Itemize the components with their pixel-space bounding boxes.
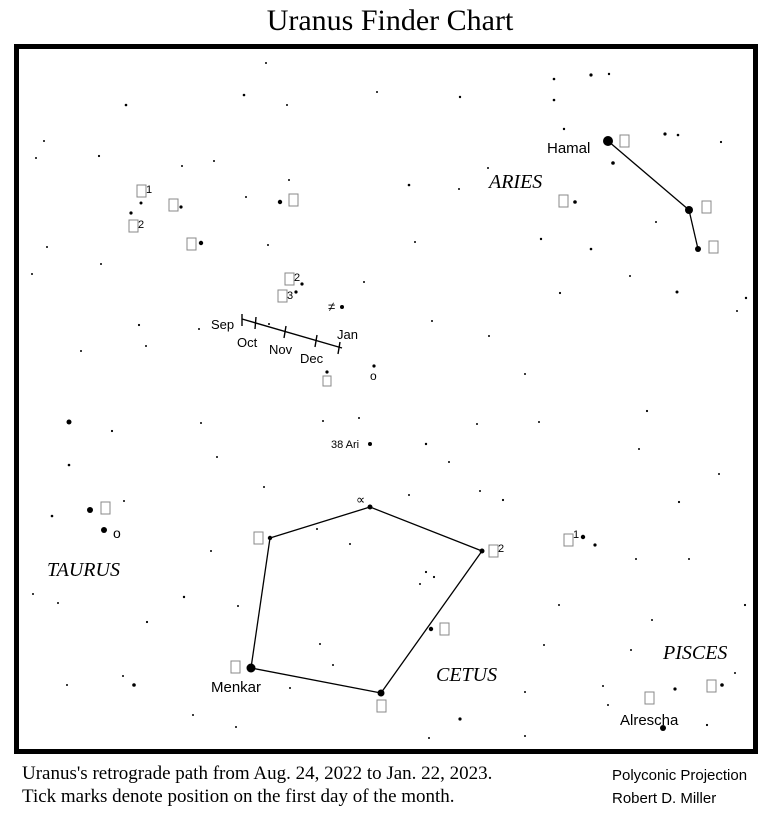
star-menkar	[247, 664, 256, 673]
constellation-lines	[251, 141, 698, 693]
glyph-box-4	[187, 238, 196, 250]
glyph-boxes	[101, 135, 718, 712]
label-sup-1a: 1	[146, 184, 153, 196]
star-taurus-1	[87, 507, 93, 513]
star-f9	[372, 364, 375, 367]
stars	[67, 136, 724, 731]
glyph-box-cetus-left	[254, 532, 263, 544]
label-alrescha: Alrescha	[620, 712, 679, 729]
label-cetus: CETUS	[436, 664, 498, 686]
glyph-box-hamal	[620, 135, 629, 147]
star-cetus-left	[268, 536, 272, 540]
glyph-box-mesarthim	[709, 241, 718, 253]
star-chart-frame	[14, 44, 758, 754]
glyph-box-3	[169, 199, 178, 211]
label-sup-3: 3	[287, 290, 294, 302]
label-sup-2a: 2	[138, 219, 145, 231]
cetus-line-4	[251, 668, 381, 693]
glyph-box-menkar	[231, 661, 240, 673]
label-dec: Dec	[300, 351, 324, 366]
star-alpha-cetus	[368, 505, 373, 510]
glyph-box-cetus-right	[489, 545, 498, 557]
tick-oct	[255, 317, 256, 329]
credit-author: Robert D. Miller	[612, 790, 717, 807]
label-nov: Nov	[269, 342, 293, 357]
label-oct: Oct	[237, 335, 258, 350]
star-f3	[179, 205, 182, 208]
glyph-box-6	[285, 273, 294, 285]
faint-stars	[31, 62, 747, 739]
star-f1	[199, 241, 203, 245]
star-f7	[294, 290, 297, 293]
caption	[22, 762, 492, 808]
star-f16	[132, 683, 136, 687]
label-sep: Sep	[211, 317, 235, 332]
star-f6	[300, 282, 303, 285]
star-chart	[19, 49, 753, 749]
chart-title: Uranus Finder Chart	[266, 4, 514, 37]
label-38-ari: 38 Ari	[331, 439, 360, 451]
glyph-box-psc-1	[564, 534, 573, 546]
glyph-box-sheratan	[702, 201, 711, 213]
cetus-line-1	[270, 507, 370, 538]
glyph-box-alrescha	[645, 692, 654, 704]
cetus-line-5	[251, 538, 270, 668]
aries-line-2	[689, 210, 698, 249]
star-f11	[611, 161, 615, 165]
label-jan: Jan	[337, 327, 358, 342]
label-aries: ARIES	[489, 171, 543, 193]
label-sup-1-pisces: 1	[573, 529, 580, 541]
star-cetus-mid	[429, 627, 433, 631]
glyph-box-cetus-mid	[440, 623, 449, 635]
credits	[612, 764, 747, 810]
glyph-box-taurus	[101, 502, 110, 514]
star-f13	[593, 543, 596, 546]
tick-dec	[315, 335, 317, 347]
label-omicron-tau: o	[113, 525, 121, 541]
glyph-box-psc-2	[707, 680, 716, 692]
label-pisces: PISCES	[663, 642, 728, 664]
glyph-box-f10	[559, 195, 568, 207]
star-cetus-right	[480, 549, 485, 554]
label-sup-2b: 2	[294, 272, 301, 284]
star-f8	[325, 370, 328, 373]
star-f2	[278, 200, 282, 204]
label-alpha-cetus: ∝	[356, 492, 366, 507]
label-taurus: TAURUS	[47, 559, 120, 581]
star-f4	[129, 211, 132, 214]
star-kappa	[340, 305, 344, 309]
caption-line-1: Uranus's retrograde path from Aug. 24, 2022 to Jan. 22, 2023.	[22, 763, 493, 784]
label-omicron-ari: o	[370, 369, 377, 383]
star-f5	[140, 202, 143, 205]
label-sup-2-cetus: 2	[498, 543, 505, 555]
tick-jan	[338, 342, 340, 354]
star-f15	[673, 687, 676, 690]
star-f12	[581, 535, 585, 539]
glyph-box-cetus-bottom	[377, 700, 386, 712]
glyph-box-2	[129, 220, 138, 232]
star-taurus-2	[101, 527, 107, 533]
label-kappa: ≠	[328, 299, 336, 314]
label-hamal: Hamal	[547, 140, 591, 157]
aries-line-1	[608, 141, 689, 210]
star-hamal	[603, 136, 613, 146]
glyph-box-5	[289, 194, 298, 206]
star-cetus-bottom	[378, 690, 385, 697]
star-f10	[573, 200, 577, 204]
star-mesarthim	[695, 246, 701, 252]
star-f14	[720, 683, 724, 687]
star-38-ari	[368, 442, 372, 446]
caption-line-2: Tick marks denote position on the first day of the month.	[22, 786, 455, 807]
label-menkar: Menkar	[211, 679, 262, 696]
glyph-box-1	[137, 185, 146, 197]
credit-projection: Polyconic Projection	[612, 767, 748, 784]
tick-nov	[284, 326, 286, 338]
cetus-line-2	[370, 507, 482, 551]
glyph-box-7	[278, 290, 287, 302]
glyph-box-8	[323, 376, 331, 386]
star-taurus-3	[67, 420, 72, 425]
star-sheratan	[685, 206, 693, 214]
